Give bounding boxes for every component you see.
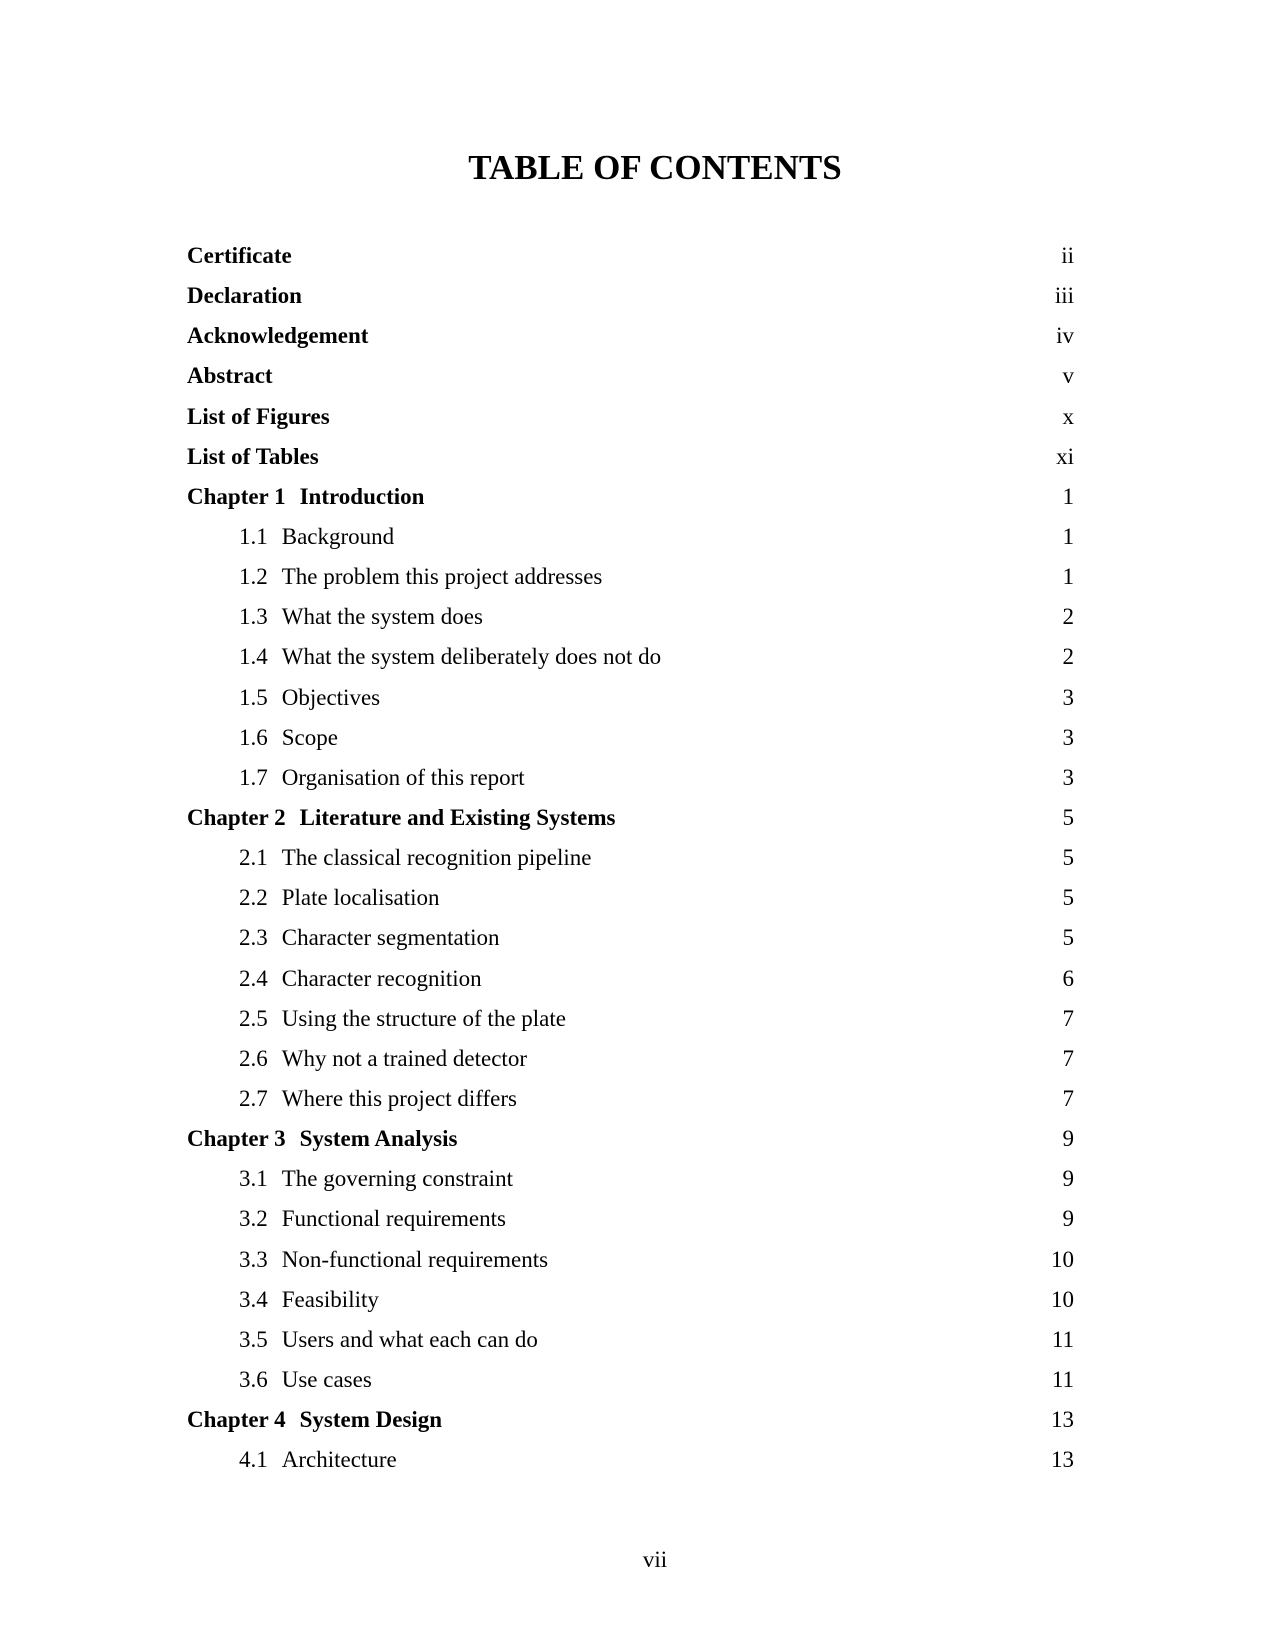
- toc-entry-label: [187, 322, 368, 350]
- toc-entry-label: [187, 563, 602, 591]
- toc-entry-number: 1.7: [239, 764, 268, 790]
- toc-entry-title: The governing constraint: [281, 1166, 513, 1192]
- toc-entry-label: [187, 1366, 372, 1394]
- toc-entry-number: 3.3: [239, 1246, 268, 1272]
- toc-entry-number: Chapter 4: [187, 1407, 286, 1433]
- toc-entry-title: Plate localisation: [281, 885, 440, 911]
- toc-section-entry: [187, 1446, 1074, 1486]
- toc-entry-page: 2: [1062, 644, 1074, 670]
- toc-entry-number: 3.6: [239, 1366, 268, 1392]
- toc-entry-title: What the system does: [281, 604, 483, 630]
- toc-entry-number: 2.3: [239, 925, 268, 951]
- toc-entry-title: Literature and Existing Systems: [299, 804, 616, 830]
- toc-entry-page: 7: [1062, 1045, 1074, 1071]
- toc-section-entry: [187, 1045, 1074, 1085]
- toc-entry-number: 4.1: [239, 1447, 268, 1473]
- toc-entry-label: [187, 1205, 506, 1233]
- toc-entry-title: Users and what each can do: [281, 1326, 538, 1352]
- toc-section-entry: [187, 1165, 1074, 1205]
- toc-entry-title: Scope: [281, 724, 338, 750]
- toc-entry-title: Certificate: [187, 243, 292, 268]
- toc-section-entry: [187, 844, 1074, 884]
- toc-entry-page: iii: [1054, 283, 1074, 309]
- toc-entry-page: 5: [1062, 804, 1074, 830]
- toc-entry-page: 10: [1051, 1286, 1074, 1312]
- toc-section-entry: [187, 1366, 1074, 1406]
- toc-entry-page: x: [1062, 403, 1074, 429]
- toc-section-entry: [187, 1326, 1074, 1366]
- toc-entry-label: [187, 684, 380, 712]
- toc-entry-page: 3: [1062, 724, 1074, 750]
- toc-entry-title: Character segmentation: [281, 925, 500, 951]
- toc-entry-page: 9: [1062, 1206, 1074, 1232]
- toc-entry-page: 5: [1062, 925, 1074, 951]
- toc-section-entry: [187, 1246, 1074, 1286]
- toc-entry-title: Character recognition: [281, 965, 482, 991]
- toc-entry-number: 2.4: [239, 965, 268, 991]
- toc-entry-page: 7: [1062, 1005, 1074, 1031]
- toc-entry-title: Using the structure of the plate: [281, 1005, 566, 1031]
- toc-entry-number: 3.4: [239, 1286, 268, 1312]
- toc-entry-number: 1.6: [239, 724, 268, 750]
- toc-entry-number: 2.6: [239, 1045, 268, 1071]
- toc-entry-page: 5: [1062, 845, 1074, 871]
- toc-entry-number: 2.1: [239, 845, 268, 871]
- toc-section-entry: [187, 523, 1074, 563]
- toc-front-matter-entry: [187, 322, 1074, 362]
- toc-entry-label: [187, 362, 273, 390]
- toc-section-entry: [187, 1005, 1074, 1045]
- toc-entry-label: [187, 884, 440, 912]
- toc-entry-page: 13: [1051, 1447, 1074, 1473]
- toc-entry-title: Feasibility: [281, 1286, 379, 1312]
- toc-entry-label: [187, 483, 424, 511]
- toc-entry-number: 2.7: [239, 1085, 268, 1111]
- toc-section-entry: [187, 684, 1074, 724]
- toc-entry-label: [187, 724, 338, 752]
- toc-entry-label: [187, 523, 394, 551]
- toc-section-entry: [187, 924, 1074, 964]
- toc-chapter-entry: [187, 1125, 1074, 1165]
- toc-entry-label: [187, 403, 330, 431]
- toc-entry-page: 1: [1062, 483, 1074, 509]
- toc-entry-number: 2.5: [239, 1005, 268, 1031]
- toc-entry-label: [187, 1085, 517, 1113]
- toc-entry-page: 5: [1062, 885, 1074, 911]
- toc-entry-page: 10: [1051, 1246, 1074, 1272]
- toc-entry-page: 11: [1051, 1326, 1074, 1352]
- toc-entry-title: Where this project differs: [281, 1085, 517, 1111]
- toc-entry-number: 1.2: [239, 564, 268, 590]
- table-of-contents: [187, 242, 1074, 1486]
- toc-entry-title: What the system deliberately does not do: [281, 644, 662, 670]
- toc-entry-label: [187, 924, 500, 952]
- page-title: TABLE OF CONTENTS: [468, 148, 842, 187]
- toc-section-entry: [187, 1286, 1074, 1326]
- toc-front-matter-entry: [187, 242, 1074, 282]
- toc-entry-title: System Design: [299, 1407, 443, 1433]
- toc-entry-number: Chapter 3: [187, 1126, 286, 1152]
- toc-entry-label: [187, 1165, 513, 1193]
- toc-entry-page: xi: [1056, 443, 1074, 469]
- toc-entry-label: [187, 1045, 527, 1073]
- toc-section-entry: [187, 965, 1074, 1005]
- toc-entry-page: 1: [1062, 523, 1074, 549]
- toc-entry-label: [187, 844, 592, 872]
- toc-entry-number: Chapter 1: [187, 483, 286, 509]
- toc-entry-title: Declaration: [187, 283, 302, 309]
- toc-entry-label: [187, 282, 302, 310]
- toc-section-entry: [187, 1085, 1074, 1125]
- toc-entry-page: 3: [1062, 684, 1074, 710]
- toc-entry-page: ii: [1061, 243, 1074, 268]
- toc-entry-title: Functional requirements: [281, 1206, 506, 1232]
- toc-entry-number: 3.2: [239, 1206, 268, 1232]
- toc-entry-page: 11: [1051, 1366, 1074, 1392]
- toc-chapter-entry: [187, 1406, 1074, 1446]
- toc-entry-page: 9: [1062, 1126, 1074, 1152]
- toc-entry-label: [187, 603, 483, 631]
- toc-entry-number: 1.4: [239, 644, 268, 670]
- toc-entry-title: Abstract: [187, 363, 273, 389]
- toc-front-matter-entry: [187, 443, 1074, 483]
- toc-section-entry: [187, 1205, 1074, 1245]
- toc-entry-page: 9: [1062, 1166, 1074, 1192]
- toc-entry-page: 13: [1051, 1407, 1074, 1433]
- toc-section-entry: [187, 603, 1074, 643]
- toc-entry-number: 3.1: [239, 1166, 268, 1192]
- toc-entry-title: Introduction: [299, 483, 425, 509]
- toc-entry-title: Use cases: [281, 1366, 372, 1392]
- toc-entry-page: iv: [1056, 323, 1074, 349]
- toc-entry-title: Non-functional requirements: [281, 1246, 549, 1272]
- toc-entry-title: The classical recognition pipeline: [281, 845, 592, 871]
- toc-entry-label: [187, 965, 482, 993]
- toc-section-entry: [187, 563, 1074, 603]
- page-number: vii: [642, 1547, 668, 1572]
- toc-entry-title: List of Figures: [187, 403, 330, 429]
- toc-entry-title: Organisation of this report: [281, 764, 525, 790]
- toc-entry-label: [187, 1406, 442, 1434]
- toc-entry-title: List of Tables: [187, 443, 319, 469]
- toc-entry-label: [187, 1326, 538, 1354]
- toc-chapter-entry: [187, 483, 1074, 523]
- toc-entry-number: 3.5: [239, 1326, 268, 1352]
- toc-entry-label: [187, 443, 319, 471]
- toc-entry-page: 1: [1062, 564, 1074, 590]
- toc-front-matter-entry: [187, 282, 1074, 322]
- toc-entry-number: Chapter 2: [187, 804, 286, 830]
- toc-entry-number: 1.3: [239, 604, 268, 630]
- toc-front-matter-entry: [187, 362, 1074, 402]
- toc-entry-label: [187, 1005, 566, 1033]
- toc-entry-title: System Analysis: [299, 1126, 458, 1152]
- toc-entry-title: Acknowledgement: [187, 323, 369, 349]
- toc-entry-page: 2: [1062, 604, 1074, 630]
- toc-entry-title: Background: [281, 523, 395, 549]
- toc-entry-label: [187, 1446, 397, 1474]
- toc-entry-number: 1.5: [239, 684, 268, 710]
- toc-entry-number: 1.1: [239, 523, 268, 549]
- toc-entry-title: The problem this project addresses: [281, 564, 603, 590]
- toc-chapter-entry: [187, 804, 1074, 844]
- toc-entry-label: [187, 804, 615, 832]
- toc-entry-title: Architecture: [281, 1447, 397, 1473]
- toc-entry-number: 2.2: [239, 885, 268, 911]
- toc-entry-page: v: [1062, 363, 1074, 389]
- toc-front-matter-entry: [187, 403, 1074, 443]
- toc-entry-label: [187, 643, 661, 671]
- toc-entry-page: 3: [1062, 764, 1074, 790]
- toc-entry-label: [187, 764, 525, 792]
- toc-entry-page: 7: [1062, 1085, 1074, 1111]
- toc-section-entry: [187, 764, 1074, 804]
- toc-entry-title: Why not a trained detector: [281, 1045, 527, 1071]
- toc-entry-label: [187, 242, 292, 270]
- toc-entry-title: Objectives: [281, 684, 381, 710]
- toc-section-entry: [187, 643, 1074, 683]
- toc-entry-label: [187, 1286, 379, 1314]
- toc-entry-label: [187, 1125, 457, 1153]
- toc-entry-page: 6: [1062, 965, 1074, 991]
- toc-section-entry: [187, 724, 1074, 764]
- toc-section-entry: [187, 884, 1074, 924]
- toc-entry-label: [187, 1246, 548, 1274]
